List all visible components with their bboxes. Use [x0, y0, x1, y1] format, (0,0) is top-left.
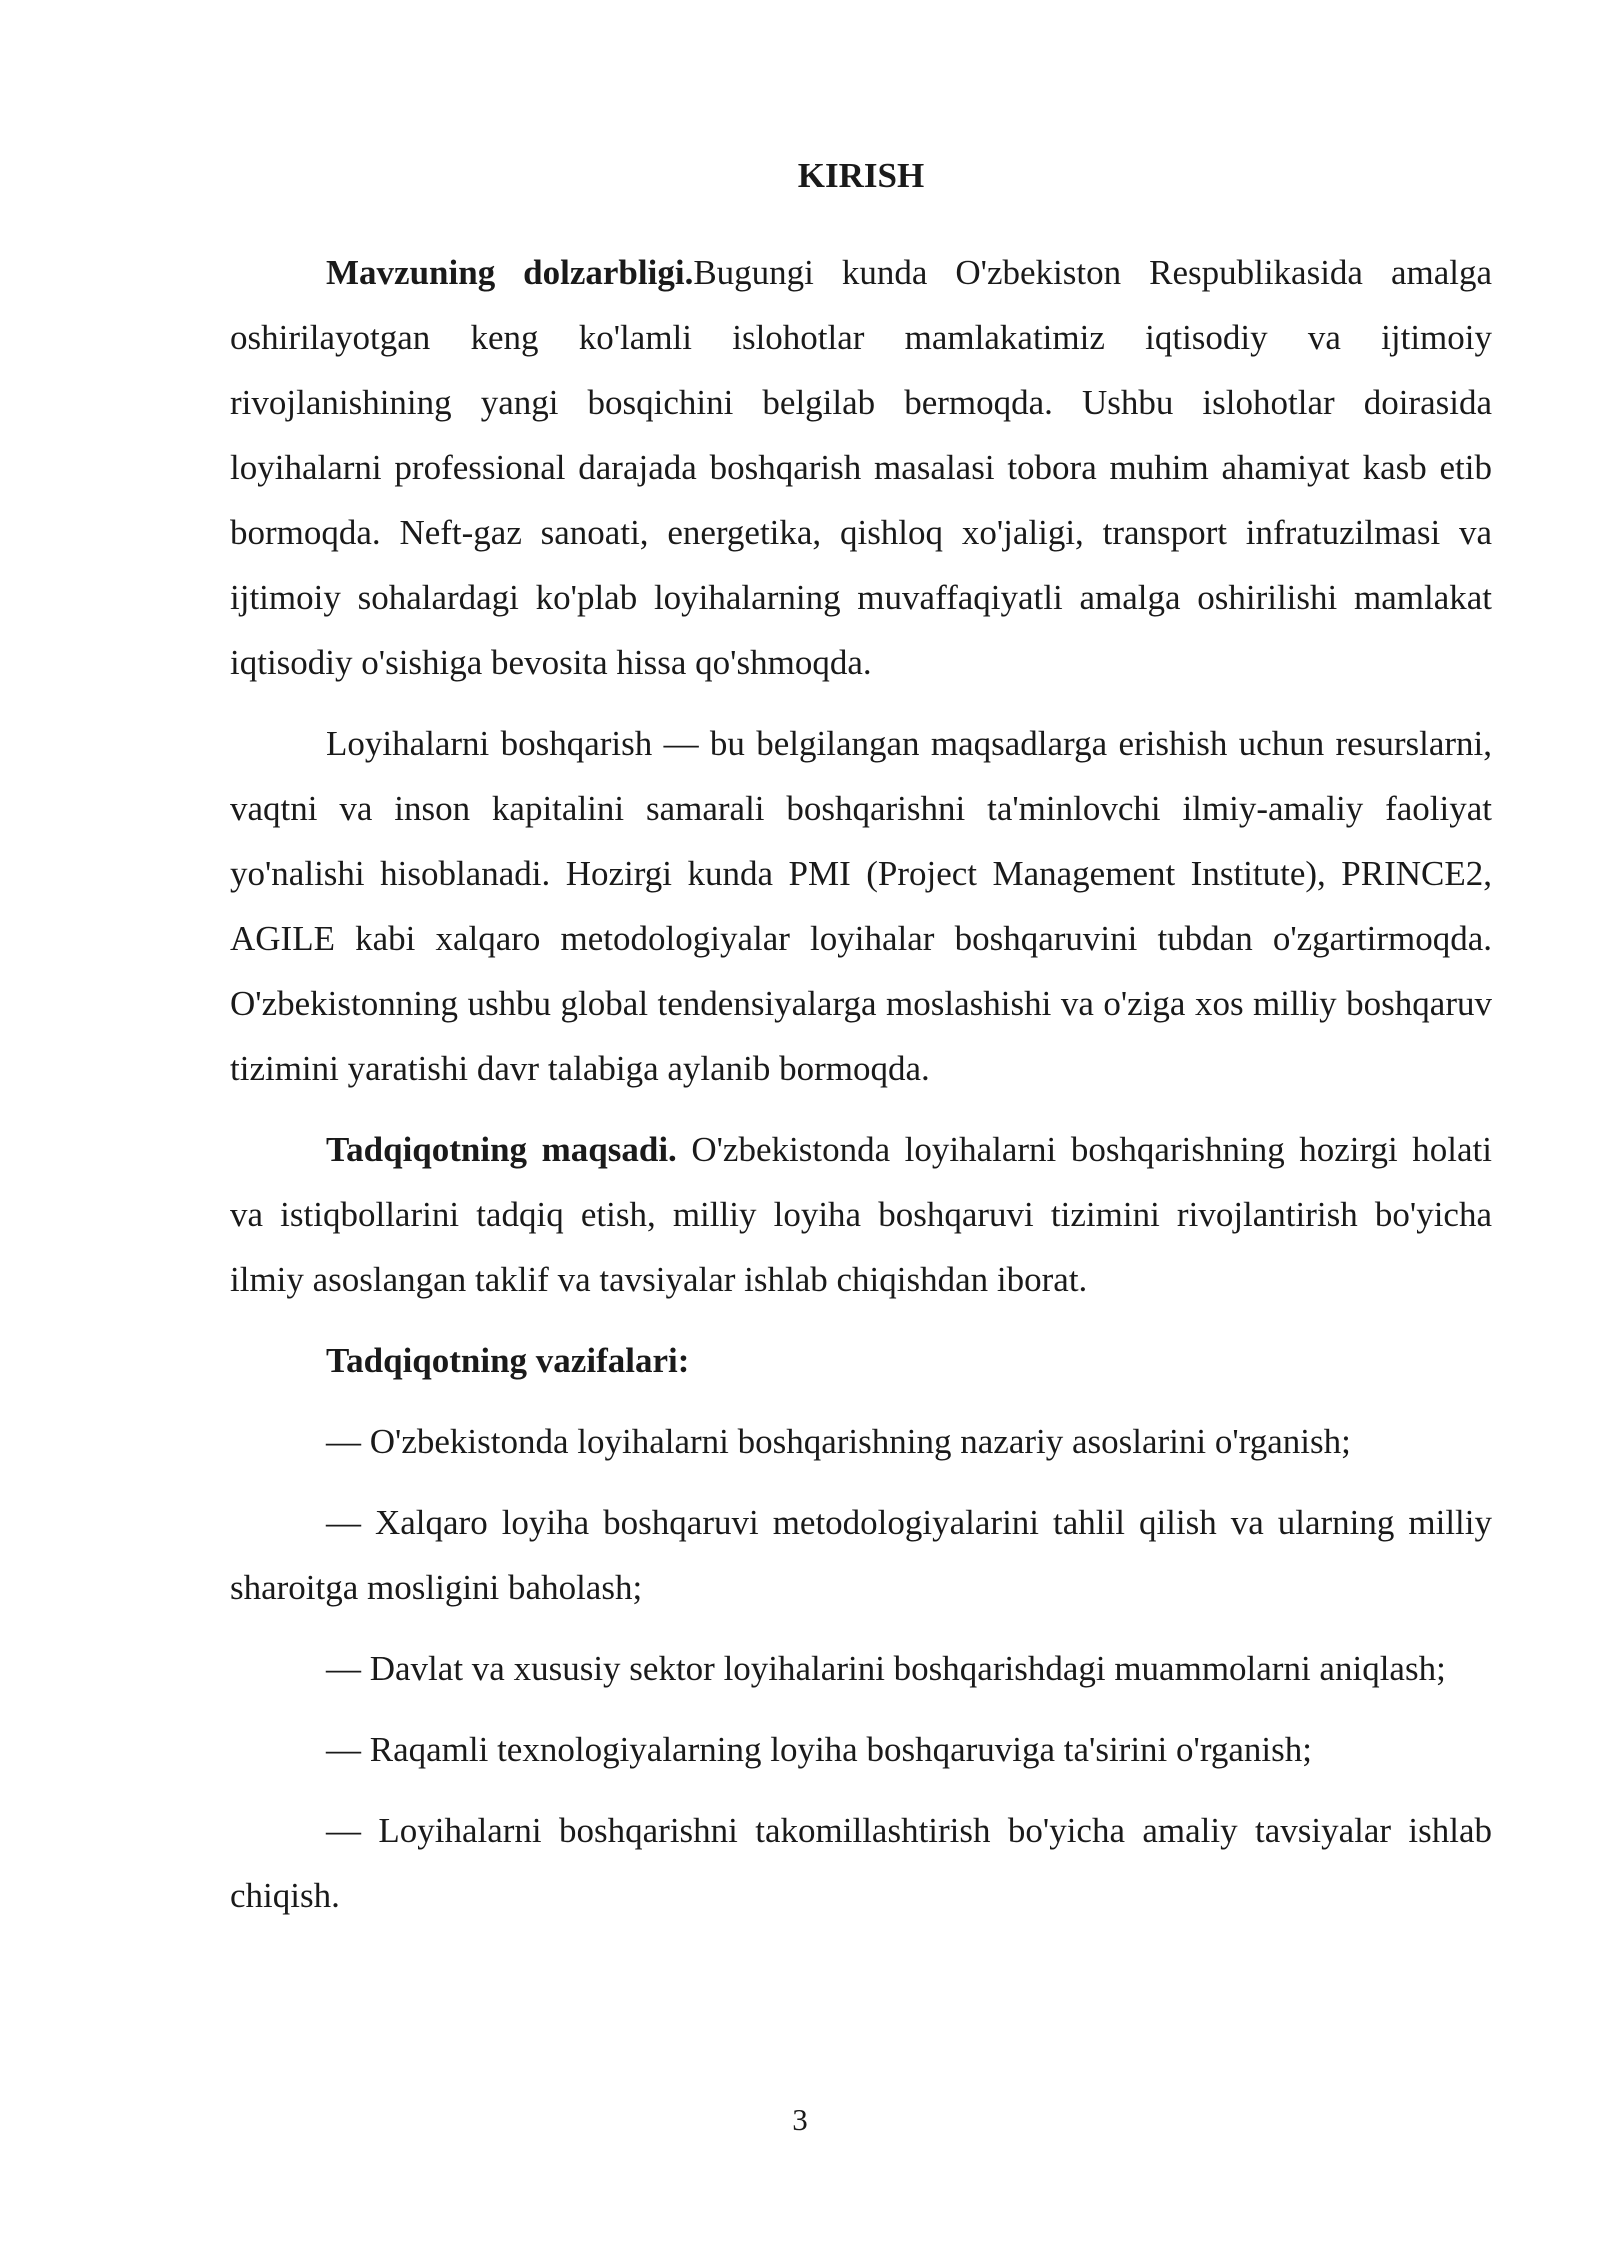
page-number: 3	[792, 2102, 808, 2137]
relevance-lead: Mavzuning dolzarbligi.	[326, 253, 694, 292]
task-item: — Xalqaro loyiha boshqaruvi metodologiyalarini tahlil qilish va ularning milliy sharoitga mosligini baholash;	[230, 1503, 1492, 1607]
research-goal-paragraph	[230, 1117, 1492, 1312]
project-management-paragraph	[230, 711, 1492, 1101]
relevance-text: Bugungi kunda O'zbekiston Respublikasida amalga oshirilayotgan keng ko'lamli islohotlar mamlakatimiz iqtisodiy va ijtimoiy rivojlanishining yangi bosqichini belgilab bermoqda. Ushbu islohotlar doirasida loyihalarni professional darajada boshqarish masalasi tobora muhim ahamiyat kasb etib bormoqda. Neft-gaz sanoati, energetika, qishloq xo'jaligi, transport infratuzilmasi va ijtimoiy sohalardagi ko'plab loyihalarning muvaffaqiyatli amalga oshirilishi mamlakat iqtisodiy o'sishiga bevosita hissa qo'shmoqda.	[230, 253, 1492, 682]
page-content	[230, 148, 1492, 1944]
task-item: — Loyihalarni boshqarishni takomillashtirish bo'yicha amaliy tavsiyalar ishlab chiqish.	[230, 1811, 1492, 1915]
relevance-paragraph	[230, 240, 1492, 695]
page-title: KIRISH	[797, 156, 925, 195]
project-management-text: Loyihalarni boshqarish — bu belgilangan maqsadlarga erishish uchun resurslarni, vaqtni va inson kapitalini samarali boshqarishni ta'minlovchi ilmiy-amaliy faoliyat yo'nalishi hisoblanadi. Hozirgi kunda PMI (Project Management Institute), PRINCE2, AGILE kabi xalqaro metodologiyalar loyihalar boshqaruvini tubdan o'zgartirmoqda. O'zbekistonning ushbu global tendensiyalarga moslashishi va o'ziga xos milliy boshqaruv tizimini yaratishi davr talabiga aylanib bormoqda.	[230, 724, 1492, 1088]
research-goal-lead: Tadqiqotning maqsadi.	[326, 1130, 677, 1169]
task-item: — Davlat va xususiy sektor loyihalarini boshqarishdagi muammolarni aniqlash;	[326, 1649, 1446, 1688]
task-item: — Raqamli texnologiyalarning loyiha boshqaruviga ta'sirini o'rganish;	[326, 1730, 1312, 1769]
research-goal-text: O'zbekistonda loyihalarni boshqarishning hozirgi holati va istiqbollarini tadqiq etish, milliy loyiha boshqaruvi tizimini rivojlantirish bo'yicha ilmiy asoslangan taklif va tavsiyalar ishlab chiqishdan iborat.	[230, 1130, 1492, 1299]
task-item: — O'zbekistonda loyihalarni boshqarishning nazariy asoslarini o'rganish;	[326, 1422, 1351, 1461]
research-tasks-heading: Tadqiqotning vazifalari:	[326, 1341, 690, 1380]
